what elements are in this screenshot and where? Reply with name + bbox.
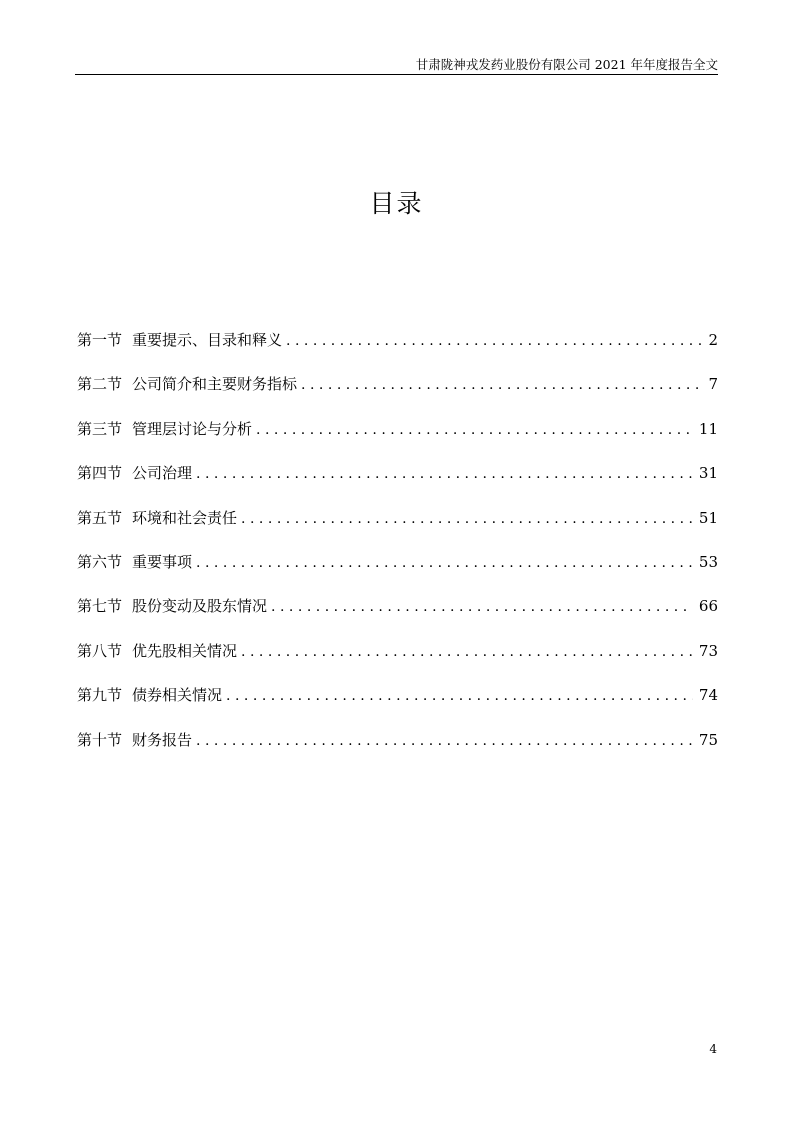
header-divider xyxy=(75,74,718,75)
toc-page-number: 11 xyxy=(698,419,718,438)
toc-entry-section-1[interactable] xyxy=(77,326,718,370)
toc-dot-leader xyxy=(241,638,693,666)
toc-section-number: 第四节 xyxy=(77,464,123,483)
toc-section-title: 债券相关情况 xyxy=(132,686,223,705)
toc-section-number: 第五节 xyxy=(77,508,123,527)
toc-section-number: 第六节 xyxy=(77,552,123,571)
toc-dot-leader xyxy=(271,593,693,621)
toc-section-title: 公司简介和主要财务指标 xyxy=(132,375,298,394)
toc-page-number: 75 xyxy=(698,730,718,749)
toc-section-title: 重要提示、目录和释义 xyxy=(132,331,283,349)
toc-dot-leader xyxy=(196,727,693,755)
toc-section-number: 第二节 xyxy=(77,375,123,394)
toc-section-title: 优先股相关情况 xyxy=(132,641,238,660)
toc-entry-section-2[interactable] xyxy=(77,370,718,414)
toc-dot-leader xyxy=(241,505,693,533)
toc-section-number: 第七节 xyxy=(77,597,123,616)
toc-dot-leader xyxy=(196,549,693,577)
toc-entry-section-6[interactable] xyxy=(77,548,718,592)
toc-entry-section-5[interactable] xyxy=(77,504,718,548)
toc-section-number: 第八节 xyxy=(77,641,123,660)
toc-page-number: 73 xyxy=(698,641,718,660)
toc-dot-leader xyxy=(256,416,693,444)
toc-entry-section-3[interactable] xyxy=(77,415,718,459)
toc-page-number: 74 xyxy=(698,686,718,705)
toc-page-number: 53 xyxy=(698,552,718,571)
toc-page-number: 2 xyxy=(708,331,718,349)
toc-section-number: 第一节 xyxy=(77,331,123,349)
toc-section-title: 财务报告 xyxy=(132,730,193,749)
toc-section-number: 第三节 xyxy=(77,419,123,438)
toc-dot-leader xyxy=(196,460,693,488)
table-of-contents xyxy=(77,326,718,770)
toc-page-number: 7 xyxy=(708,375,718,394)
toc-section-title: 管理层讨论与分析 xyxy=(132,419,253,438)
toc-dot-leader xyxy=(301,371,702,399)
toc-entry-section-4[interactable] xyxy=(77,459,718,503)
toc-page-number: 51 xyxy=(698,508,718,527)
toc-section-title: 公司治理 xyxy=(132,464,193,483)
toc-section-title: 重要事项 xyxy=(132,552,193,571)
toc-page-number: 31 xyxy=(698,464,718,483)
toc-page-number: 66 xyxy=(698,597,718,616)
toc-dot-leader xyxy=(226,682,693,710)
toc-section-title: 股份变动及股东情况 xyxy=(132,597,268,616)
page-header: 甘肃陇神戎发药业股份有限公司 2021 年年度报告全文 xyxy=(415,57,718,72)
toc-entry-section-10[interactable] xyxy=(77,726,718,770)
toc-section-number: 第九节 xyxy=(77,686,123,705)
toc-section-number: 第十节 xyxy=(77,730,123,749)
toc-dot-leader xyxy=(286,327,702,355)
toc-entry-section-7[interactable] xyxy=(77,592,718,636)
toc-title: 目录 xyxy=(369,189,424,218)
toc-entry-section-9[interactable] xyxy=(77,681,718,725)
toc-section-title: 环境和社会责任 xyxy=(132,508,238,527)
toc-entry-section-8[interactable] xyxy=(77,637,718,681)
page-number: 4 xyxy=(709,1042,717,1056)
